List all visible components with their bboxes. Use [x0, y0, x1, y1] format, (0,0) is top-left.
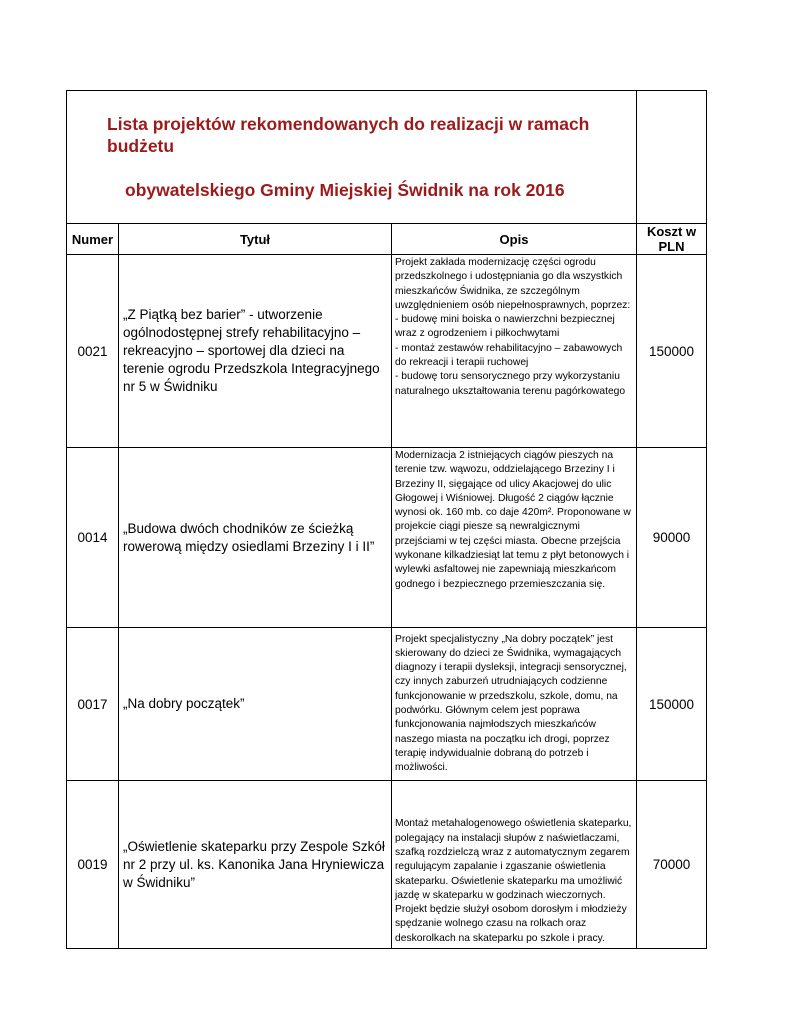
row-koszt: 150000 [637, 628, 707, 781]
projects-table [66, 90, 707, 949]
row-tytul: „Na dobry początek” [119, 628, 392, 781]
row-numer: 0021 [67, 255, 119, 448]
table-row [67, 255, 707, 448]
row-tytul: „Budowa dwóch chodników ze ścieżką rowerową między osiedlami Brzeziny I i II” [119, 448, 392, 628]
row-tytul: „Oświetlenie skateparku przy Zespole Szkół nr 2 przy ul. ks. Kanonika Jana Hryniewicza w Świdniku” [119, 781, 392, 949]
table-row [67, 628, 707, 781]
title-empty-cell [637, 91, 707, 224]
header-koszt: Koszt w PLN [637, 224, 707, 255]
row-numer: 0017 [67, 628, 119, 781]
row-koszt: 150000 [637, 255, 707, 448]
row-opis: Projekt specjalistyczny „Na dobry początek” jest skierowany do dzieci ze Świdnika, wymagających diagnozy i terapii dysleksji, integracji sensorycznej, czy innych zaburzeń utrudniających codzienne funkcjonowanie w przedszkolu, szkole, domu, na podwórku. Głównym celem jest poprawa funkcjonowania najmłodszych mieszkańców naszego miasta na początku ich drogi, poprzez terapię indywidualnie dobraną do potrzeb i możliwości. [392, 628, 637, 781]
header-numer: Numer [67, 224, 119, 255]
document-title [67, 91, 637, 224]
row-koszt: 90000 [637, 448, 707, 628]
project-list-sheet [66, 90, 706, 949]
title-line-1: Lista projektów rekomendowanych do realizacji w ramach budżetu [107, 114, 590, 156]
row-tytul: „Z Piątką bez barier” - utworzenie ogólnodostępnej strefy rehabilitacyjno – rekreacyjno – sportowej dla dzieci na terenie ogrodu Przedszkola Integracyjnego nr 5 w Świdniku [119, 255, 392, 448]
header-row [67, 224, 707, 255]
row-koszt: 70000 [637, 781, 707, 949]
table-row [67, 448, 707, 628]
row-opis: Modernizacja 2 istniejących ciągów pieszych na terenie tzw. wąwozu, oddzielającego Brzeziny I i Brzeziny II, sięgające od ulicy Akacjowej do ulic Głogowej i Wiśniowej. Długość 2 ciągów łącznie wynosi ok. 160 mb. co daje 420m². Proponowane w projekcie ciągi piesze są newralgicznymi przejściami w tej części miasta. Obecne przejścia wykonane kilkadziesiąt lat temu z płyt betonowych i wylewki asfaltowej nie zapewniają mieszkańcom godnego i bezpiecznego przemieszczania się. [392, 448, 637, 628]
row-opis: Montaż metahalogenowego oświetlenia skateparku, polegający na instalacji słupów z naświetlaczami, szafką rozdzielczą wraz z automatycznym zegarem regulującym zapalanie i zgaszanie oświetlenia skateparku. Oświetlenie skateparku ma umożliwić jazdę w skateparku w godzinach wieczornych. Projekt będzie służył osobom dorosłym i młodzieży spędzanie wolnego czasu na rolkach oraz deskorolkach na skateparku po szkole i pracy. [392, 781, 637, 949]
title-row [67, 91, 707, 224]
header-opis: Opis [392, 224, 637, 255]
row-opis: Projekt zakłada modernizację części ogrodu przedszkolnego i udostępniania go dla wszystkich mieszkańców Świdnika, ze szczególnym uwzględnieniem osób niepełnosprawnych, poprzez: - budowę mini boiska o nawierzchni bezpiecznej wraz z ogrodzeniem i piłkochwytami - montaż zestawów rehabilitacyjno – zabawowych do rekreacji i terapii ruchowej - budowę toru sensorycznego przy wykorzystaniu naturalnego ukształtowania terenu pagórkowatego [392, 255, 637, 448]
row-numer: 0014 [67, 448, 119, 628]
header-tytul: Tytuł [119, 224, 392, 255]
title-line-2: obywatelskiego Gminy Miejskiej Świdnik na rok 2016 [125, 180, 565, 200]
row-numer: 0019 [67, 781, 119, 949]
table-row [67, 781, 707, 949]
